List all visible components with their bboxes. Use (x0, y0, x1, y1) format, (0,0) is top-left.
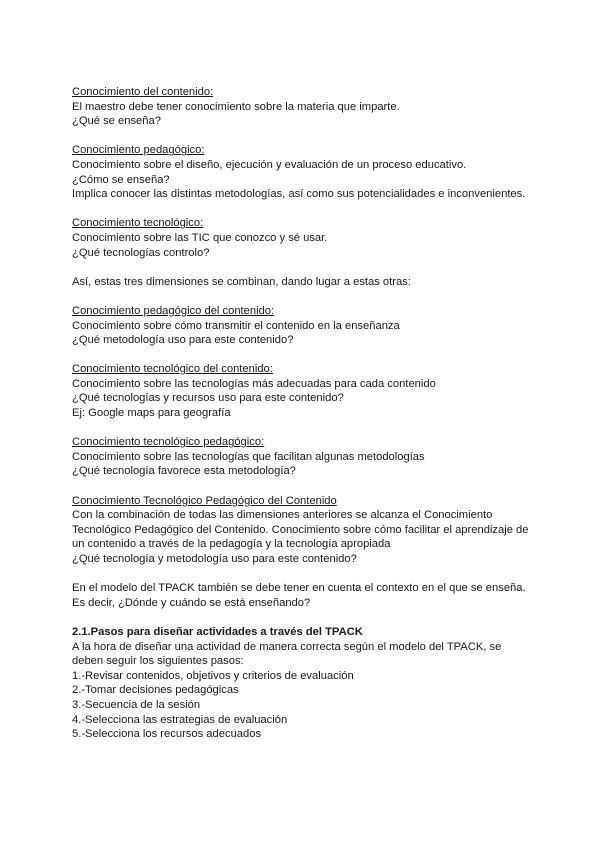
text-line: Es decir, ¿Dónde y cuándo se está enseñando? (72, 596, 311, 609)
step-item: 4.-Selecciona las estrategias de evaluación (72, 713, 288, 726)
text-line: Conocimiento sobre cómo transmitir el contenido en la enseñanza (72, 319, 400, 332)
text-line: Así, estas tres dimensiones se combinan, dando lugar a estas otras: (72, 275, 411, 288)
text-line: ¿Qué tecnologías controlo? (72, 246, 210, 259)
text-line: ¿Cómo se enseña? (72, 173, 170, 186)
step-item: 2.-Tomar decisiones pedagógicas (72, 684, 239, 697)
section-technological-content-knowledge (72, 362, 580, 420)
subsection-title: 2.1.Pasos para diseñar actividades a través del TPACK (72, 625, 363, 638)
transition-paragraph (72, 275, 580, 290)
text-line: ¿Qué tecnología y metodología uso para este contenido? (72, 553, 357, 565)
text-line: Conocimiento sobre las tecnologías que facilitan algunas metodologías (72, 450, 425, 463)
text-line: deben seguir los siguientes pasos: (72, 655, 244, 668)
section-steps (72, 625, 580, 742)
section-technological-pedagogical-knowledge (72, 435, 580, 479)
step-item: 3.-Secuencia de la sesión (72, 698, 201, 711)
text-line: En el modelo del TPACK también se debe tener en cuenta el contexto en el que se enseña. (72, 582, 526, 595)
section-heading: Conocimiento pedagógico del contenido: (72, 304, 275, 317)
step-item: 1.-Revisar contenidos, objetivos y criterios de evaluación (72, 669, 354, 682)
text-line: Tecnológico Pedagógico del Contenido. Conocimiento sobre cómo facilitar el aprendizaje de (72, 523, 529, 536)
section-pedagogical-knowledge (72, 143, 580, 201)
text-line: Conocimiento sobre el diseño, ejecución y evaluación de un proceso educativo. (72, 158, 467, 171)
text-line: Ej: Google maps para geografía (72, 407, 231, 420)
context-paragraph (72, 581, 580, 610)
section-tpack (72, 494, 580, 567)
text-line: ¿Qué tecnologías y recursos uso para este contenido? (72, 392, 344, 405)
section-heading: Conocimiento del contenido: (72, 86, 214, 98)
text-line: Con la combinación de todas las dimensiones anteriores se alcanza el Conocimiento (72, 509, 493, 522)
text-line: un contenido a través de la pedagogía y la tecnología apropiada (72, 538, 391, 551)
text-line: Conocimiento sobre las tecnologías más adecuadas para cada contenido (72, 377, 436, 390)
section-heading: Conocimiento pedagógico: (72, 144, 205, 157)
section-content-knowledge (72, 85, 580, 129)
text-line: Conocimiento sobre las TIC que conozco y sé usar. (72, 231, 328, 244)
text-line: El maestro debe tener conocimiento sobre la materia que imparte. (72, 100, 400, 113)
step-item: 5.-Selecciona los recursos adecuados (72, 728, 262, 741)
section-heading: Conocimiento tecnológico del contenido: (72, 363, 273, 376)
section-pedagogical-content-knowledge (72, 304, 580, 348)
text-line: Implica conocer las distintas metodologías, así como sus potencialidades e inconvenientes. (72, 188, 526, 201)
text-line: ¿Qué se enseña? (72, 115, 161, 128)
section-heading: Conocimiento Tecnológico Pedagógico del Contenido (72, 494, 337, 507)
text-line: ¿Qué metodología uso para este contenido? (72, 334, 294, 347)
section-technological-knowledge (72, 216, 580, 260)
section-heading: Conocimiento tecnológico pedagógico: (72, 436, 265, 449)
text-line: A la hora de diseñar una actividad de manera correcta según el modelo del TPACK, se (72, 640, 502, 653)
text-line: ¿Qué tecnología favorece esta metodología? (72, 465, 296, 478)
section-heading: Conocimiento tecnológico: (72, 217, 204, 230)
